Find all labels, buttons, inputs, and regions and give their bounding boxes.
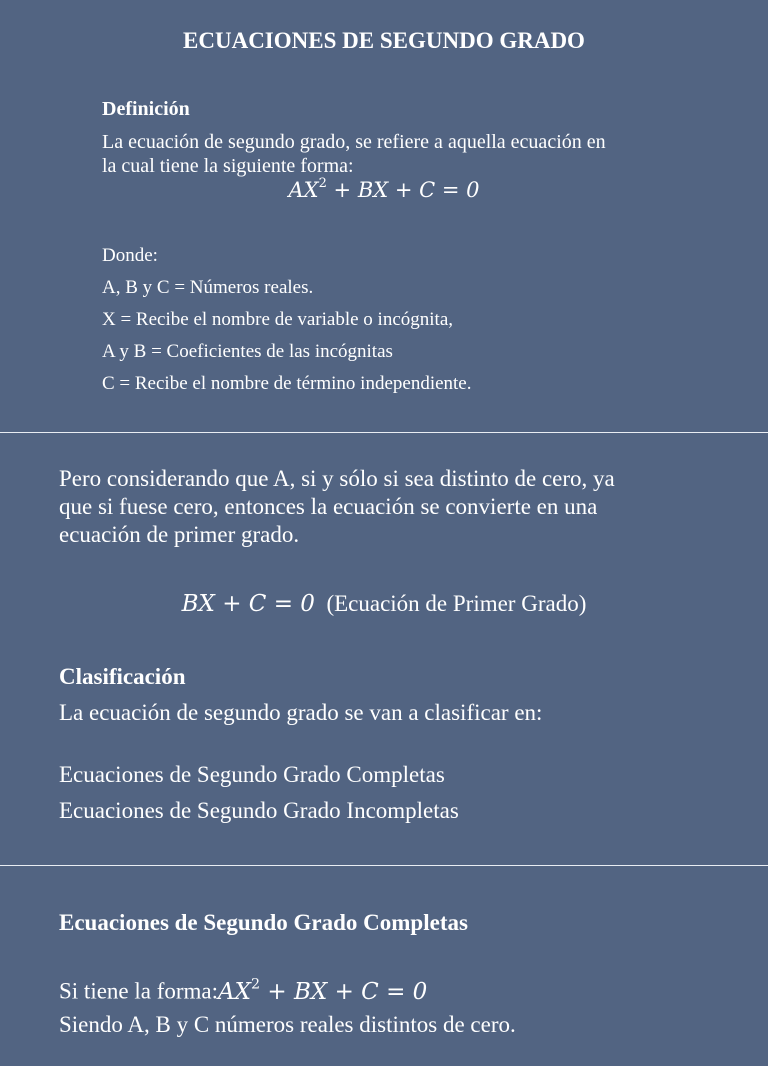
list-item: Ecuaciones de Segundo Grado Incompletas [59,798,459,823]
equation-exponent: 2 [251,976,261,992]
paragraph-line2: que si fuese cero, entonces la ecuación se convierte en una [59,494,598,519]
quadratic-equation [218,976,428,1005]
equation-rest: + BX + C = 0 [326,177,480,202]
cut-off-line: Siendo A, B y C números reales distintos de cero. [59,1012,516,1037]
list-item: X = Recibe el nombre de variable o incógnita, [102,309,454,330]
quadratic-equation [0,176,768,202]
list-item: Ecuaciones de Segundo Grado Completas [59,762,445,787]
equation-term-ax: AX [218,978,252,1005]
form-line [59,976,427,1005]
section-heading: Ecuaciones de Segundo Grado Completas [59,910,468,935]
paragraph-line1: Pero considerando que A, si y sólo si sea distinto de cero, ya [59,466,615,491]
definition-text-line2: la cual tiene la siguiente forma: [102,155,354,177]
definition-heading: Definición [102,98,190,120]
first-degree-equation-row [0,591,768,617]
paragraph-line3: ecuación de primer grado. [59,522,300,547]
equation-term-ax: AX [288,177,319,202]
slide-complete-equations [0,866,768,1066]
form-prefix: Si tiene la forma: [59,978,219,1004]
first-degree-equation: BX + C = 0 [181,591,315,617]
list-item: A y B = Coeficientes de las incógnitas [102,341,393,362]
list-item: A, B y C = Números reales. [102,277,314,298]
clasificacion-heading: Clasificación [59,664,186,689]
clasificacion-text: La ecuación de segundo grado se van a clasificar en: [59,700,543,725]
donde-label: Donde: [102,245,158,266]
equation-rest: + BX + C = 0 [260,978,428,1005]
page-title: ECUACIONES DE SEGUNDO GRADO [183,28,585,53]
slide-classification [0,433,768,865]
list-item: C = Recibe el nombre de término independiente. [102,373,472,394]
definition-text-line1: La ecuación de segundo grado, se refiere a aquella ecuación en [102,131,606,153]
slide-definition [0,0,768,432]
first-degree-label: (Ecuación de Primer Grado) [326,591,587,616]
equation-exponent: 2 [318,176,327,191]
